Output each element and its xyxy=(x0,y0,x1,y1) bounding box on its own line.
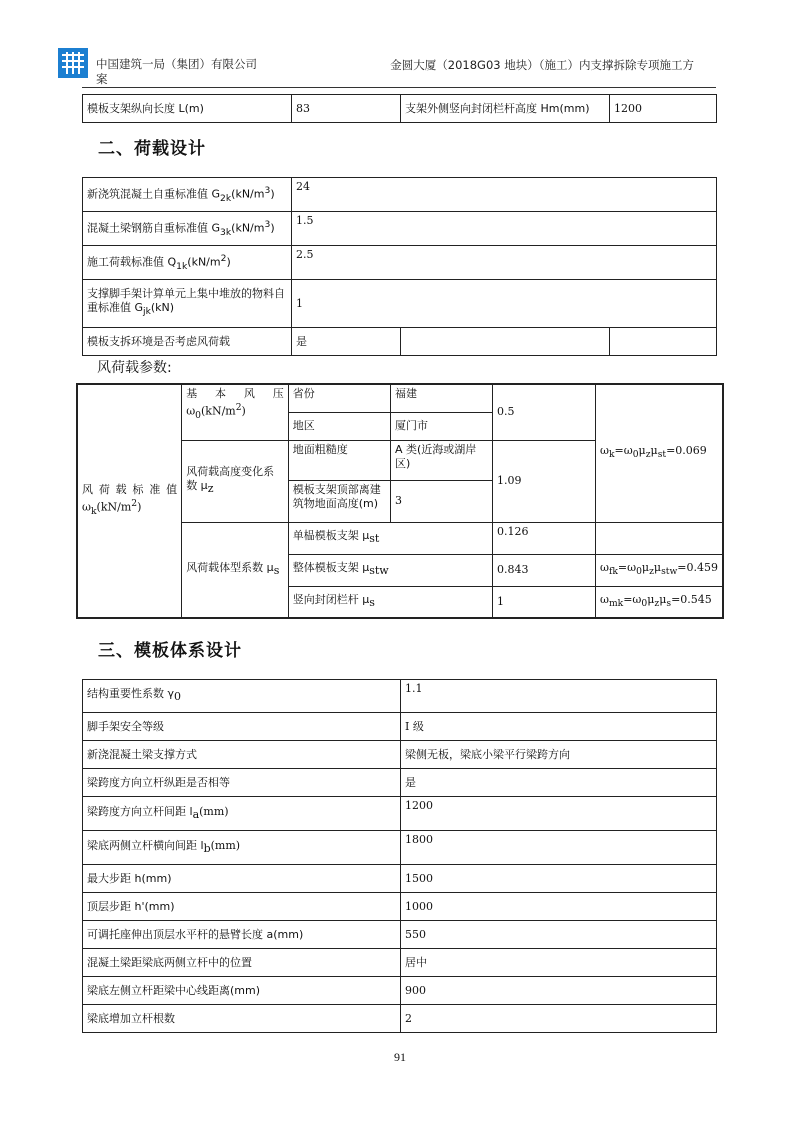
basic-wind-pressure-label: 基本风压 $\omega_0(kN/m^2)$ xyxy=(182,384,289,440)
formwork-row-value: 梁侧无板，梁底小梁平行梁跨方向 xyxy=(401,741,717,769)
formwork-row-value: 900 xyxy=(401,977,717,1005)
roughness-label: 地面粗糙度 xyxy=(288,440,390,480)
vertical-rail-label: 竖向封闭栏杆 $\mu_s$ xyxy=(288,586,492,618)
empty-cell xyxy=(401,328,610,356)
area-label: 地区 xyxy=(288,412,390,440)
wind-params-title: 风荷载参数: xyxy=(97,360,172,376)
formwork-row-value: 1500 xyxy=(401,865,717,893)
formwork-row-value: 1000 xyxy=(401,893,717,921)
formwork-row-label: 可调托座伸出顶层水平杆的悬臂长度 a(mm) xyxy=(83,921,401,949)
page-number: 91 xyxy=(394,1050,406,1064)
load-row-material-label: 支撑脚手架计算单元上集中堆放的物料自重标准值 $G_{jk}(kN)$ xyxy=(83,280,292,328)
load-row-steel-label: 混凝土梁钢筋自重标准值 $G_{3k}(kN/m^3)$ xyxy=(83,212,292,246)
wind-formula-mk: $\omega_{mk}=\omega_0\mu_z\mu_s=0.545$ xyxy=(595,586,723,618)
formwork-row-value: 550 xyxy=(401,921,717,949)
support-length-label: 模板支架纵向长度 L(m) xyxy=(83,95,292,123)
formwork-row-label: 梁底两侧立杆横向间距 $l_b(mm)$ xyxy=(83,831,401,865)
height-coef-value: 1.09 xyxy=(492,440,595,522)
support-length-value: 83 xyxy=(292,95,401,123)
formwork-row-label: 梁跨度方向立杆纵距是否相等 xyxy=(83,769,401,797)
page-header xyxy=(58,44,716,90)
project-title: 金圆大厦（2018G03 地块）（施工）内支撑拆除专项施工方 xyxy=(390,58,694,72)
wind-formula-fk: $\omega_{fk}=\omega_0\mu_z\mu_{stw}=0.459$ xyxy=(595,554,723,586)
formwork-row-label: 梁跨度方向立杆间距 $l_a(mm)$ xyxy=(83,797,401,831)
load-row-wind-label: 模板支拆环境是否考虑风荷载 xyxy=(83,328,292,356)
formwork-row-value: 1800 xyxy=(401,831,717,865)
empty-cell xyxy=(595,522,723,554)
section-title-load: 二、荷载设计 xyxy=(98,139,206,159)
formwork-row-value: 居中 xyxy=(401,949,717,977)
vertical-rail-value: 1 xyxy=(492,586,595,618)
load-row-steel-value: 1.5 xyxy=(292,212,717,246)
header-divider xyxy=(82,87,716,88)
single-frame-value: 0.126 xyxy=(492,522,595,554)
top-height-value: 3 xyxy=(390,480,492,522)
load-row-concrete-value: 24 xyxy=(292,178,717,212)
formwork-row-value: 1.1 xyxy=(401,680,717,713)
load-row-construction-label: 施工荷载标准值 $Q_{1k}(kN/m^2)$ xyxy=(83,246,292,280)
whole-frame-label: 整体模板支架 $\mu_{stw}$ xyxy=(288,554,492,586)
formwork-row-label: 混凝土梁距梁底两侧立杆中的位置 xyxy=(83,949,401,977)
single-frame-label: 单榀模板支架 $\mu_{st}$ xyxy=(288,522,492,554)
formwork-row-label: 梁底左侧立杆距梁中心线距离(mm) xyxy=(83,977,401,1005)
area-value: 厦门市 xyxy=(390,412,492,440)
company-logo-icon xyxy=(58,48,88,78)
wind-formula-k: $\omega_k=\omega_0\mu_z\mu_{st}=0.069$ xyxy=(595,384,723,522)
province-label: 省份 xyxy=(288,384,390,412)
formwork-row-value: 是 xyxy=(401,769,717,797)
formwork-row-value: 2 xyxy=(401,1005,717,1033)
load-row-construction-value: 2.5 xyxy=(292,246,717,280)
formwork-design-table xyxy=(82,679,717,1033)
formwork-row-label: 新浇混凝土梁支撑方式 xyxy=(83,741,401,769)
wind-standard-label: 风荷载标准值 $\omega_k(kN/m^2)$ xyxy=(77,384,182,618)
formwork-row-label: 结构重要性系数 $\gamma_0$ xyxy=(83,680,401,713)
empty-cell xyxy=(610,328,717,356)
load-row-wind-value: 是 xyxy=(292,328,401,356)
roughness-value: A 类(近海或湖岸区) xyxy=(390,440,492,480)
load-design-table xyxy=(82,177,717,356)
company-name: 中国建筑一局（集团）有限公司 案 xyxy=(96,57,257,86)
basic-wind-pressure-value: 0.5 xyxy=(492,384,595,440)
formwork-row-label: 梁底增加立杆根数 xyxy=(83,1005,401,1033)
formwork-row-label: 最大步距 h(mm) xyxy=(83,865,401,893)
section-title-formwork: 三、模板体系设计 xyxy=(98,641,242,661)
wind-load-table xyxy=(76,383,724,619)
formwork-row-value: I 级 xyxy=(401,713,717,741)
formwork-row-value: 1200 xyxy=(401,797,717,831)
formwork-row-label: 顶层步距 h'(mm) xyxy=(83,893,401,921)
top-height-label: 模板支架顶部离建筑物地面高度(m) xyxy=(288,480,390,522)
formwork-row-label: 脚手架安全等级 xyxy=(83,713,401,741)
load-row-concrete-label: 新浇筑混凝土自重标准值 $G_{2k}(kN/m^3)$ xyxy=(83,178,292,212)
whole-frame-value: 0.843 xyxy=(492,554,595,586)
height-coef-label: 风荷载高度变化系数 $\mu_z$ xyxy=(182,440,289,522)
load-row-material-value: 1 xyxy=(292,280,717,328)
support-length-table xyxy=(82,94,717,123)
rail-height-value: 1200 xyxy=(610,95,717,123)
province-value: 福建 xyxy=(390,384,492,412)
rail-height-label: 支架外侧竖向封闭栏杆高度 Hm(mm) xyxy=(401,95,610,123)
shape-coef-label: 风荷载体型系数 $\mu_s$ xyxy=(182,522,289,618)
